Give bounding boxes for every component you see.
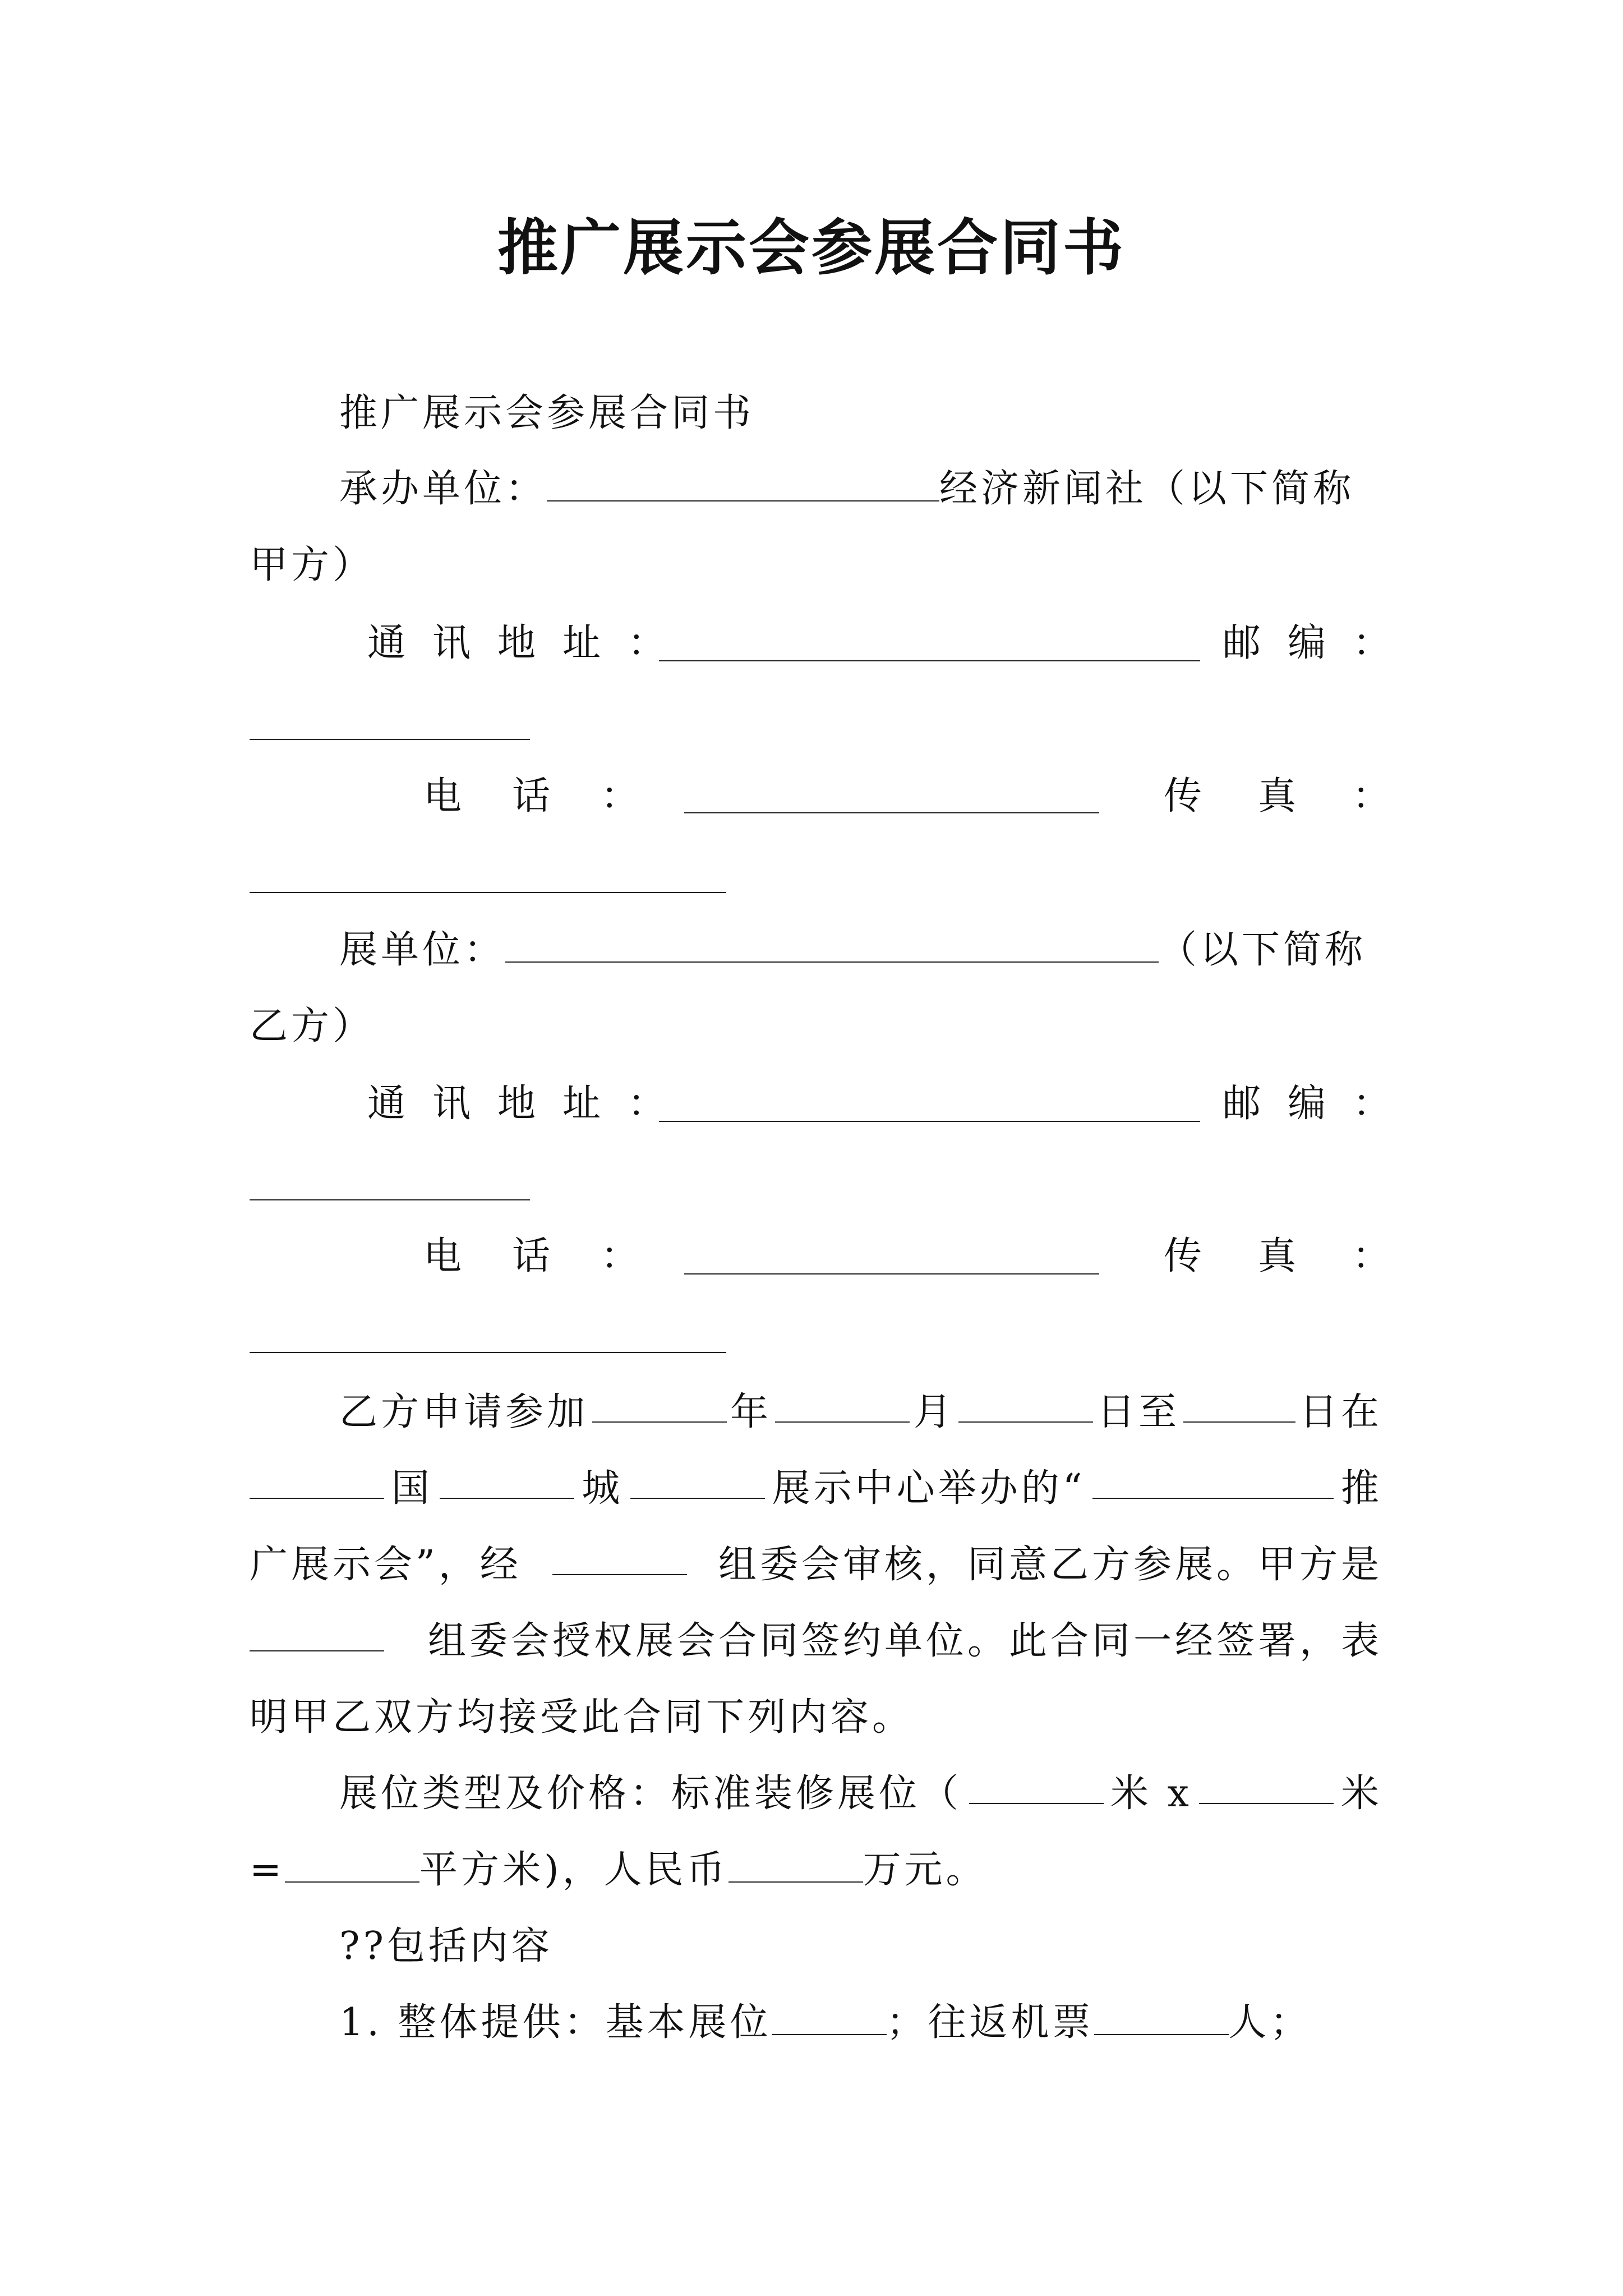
exhibitor-suffix: （以下简称 bbox=[1159, 928, 1367, 972]
blank bbox=[728, 1850, 863, 1883]
organizer-blank bbox=[547, 469, 939, 501]
blank bbox=[552, 1543, 687, 1575]
para1-text: 年 bbox=[730, 1390, 772, 1434]
para1-line2 bbox=[250, 1466, 1382, 1511]
party-b-postal-label: 邮编： bbox=[1223, 1082, 1418, 1126]
para1-text: 日至 bbox=[1096, 1390, 1180, 1434]
blank bbox=[592, 1390, 727, 1423]
blank bbox=[1199, 1772, 1334, 1804]
organizer-label: 承办单位： bbox=[339, 467, 547, 511]
para1-text: 广展示会”，经 bbox=[250, 1543, 522, 1587]
para1-text: 日在 bbox=[1299, 1390, 1382, 1434]
party-a-address-blank bbox=[659, 660, 1200, 661]
item1-line bbox=[339, 2000, 1312, 2045]
organizer-line bbox=[339, 467, 1354, 512]
para1-text: 月 bbox=[913, 1390, 955, 1434]
blank bbox=[250, 1466, 384, 1499]
organizer-cont: 甲方） bbox=[250, 543, 375, 587]
blank bbox=[1183, 1390, 1295, 1423]
exhibitor-label: 展单位： bbox=[339, 928, 506, 972]
para1-text: 展示中心举办的“ bbox=[772, 1466, 1086, 1511]
blank bbox=[250, 1619, 384, 1651]
party-b-address-line bbox=[367, 1082, 693, 1126]
para1-text: 国 bbox=[391, 1466, 433, 1511]
party-b-fax-label: 传真： bbox=[1164, 1234, 1447, 1278]
blank bbox=[285, 1850, 419, 1883]
blank bbox=[775, 1390, 910, 1423]
booth-line2 bbox=[250, 1848, 988, 1893]
blank bbox=[969, 1772, 1104, 1804]
para1-line1 bbox=[339, 1390, 1382, 1435]
para1-text: 推 bbox=[1340, 1466, 1382, 1511]
exhibitor-blank bbox=[505, 930, 1159, 963]
document-title: 推广展示会参展合同书 bbox=[497, 213, 1126, 283]
para1-text: 组委会授权展会合同签约单位。此合同一经签署，表 bbox=[427, 1619, 1382, 1663]
para1-text: 城 bbox=[582, 1466, 624, 1511]
booth-line1 bbox=[339, 1772, 1382, 1816]
blank bbox=[440, 1466, 574, 1499]
para1-line5: 明甲乙双方均接受此合同下列内容。 bbox=[250, 1695, 914, 1740]
party-b-phone-label: 电话： bbox=[423, 1234, 690, 1278]
includes-line: ??包括内容 bbox=[339, 1924, 553, 1968]
blank bbox=[772, 2003, 887, 2035]
para1-text: 乙方申请参加 bbox=[339, 1390, 589, 1434]
booth-text: 米 x bbox=[1110, 1772, 1192, 1816]
party-b-fax-blank bbox=[250, 1352, 726, 1353]
party-a-postal-label: 邮编： bbox=[1223, 621, 1418, 665]
exhibitor-cont: 乙方） bbox=[250, 1004, 375, 1048]
item1-text: 人； bbox=[1228, 2000, 1312, 2045]
booth-text: = bbox=[250, 1848, 285, 1892]
booth-text: 展位类型及价格：标准装修展位（ bbox=[339, 1772, 962, 1816]
blank bbox=[1094, 2003, 1229, 2035]
item1-text: ；往返机票 bbox=[886, 2000, 1094, 2045]
item1-text: 1. 整体提供：基本展位 bbox=[339, 2000, 772, 2045]
blank bbox=[1092, 1466, 1334, 1499]
party-b-address-blank bbox=[659, 1121, 1200, 1122]
subtitle-line: 推广展示会参展合同书 bbox=[339, 391, 755, 435]
party-b-address-label: 通讯地址： bbox=[367, 1082, 693, 1126]
para1-text: 组委会审核，同意乙方参展。甲方是 bbox=[718, 1543, 1382, 1587]
para1-line4 bbox=[250, 1619, 1382, 1664]
exhibitor-line bbox=[339, 928, 1366, 973]
party-a-phone-blank bbox=[684, 812, 1099, 813]
blank bbox=[958, 1390, 1093, 1423]
party-a-phone-label: 电话： bbox=[423, 774, 690, 818]
party-a-address-label: 通讯地址： bbox=[367, 621, 693, 665]
para1-line3 bbox=[250, 1543, 1382, 1588]
party-b-phone-blank bbox=[684, 1273, 1099, 1274]
party-a-fax-label: 传真： bbox=[1164, 774, 1447, 818]
booth-text: 万元。 bbox=[863, 1848, 988, 1892]
booth-text: 平方米)，人民币 bbox=[419, 1848, 728, 1892]
party-a-postal-blank bbox=[250, 739, 530, 740]
party-b-postal-blank bbox=[250, 1199, 530, 1200]
booth-text: 米 bbox=[1340, 1772, 1382, 1816]
organizer-suffix: 经济新闻社（以下简称 bbox=[939, 467, 1355, 511]
party-a-address-line bbox=[367, 621, 693, 666]
party-a-fax-blank bbox=[250, 892, 726, 893]
blank bbox=[630, 1466, 765, 1499]
